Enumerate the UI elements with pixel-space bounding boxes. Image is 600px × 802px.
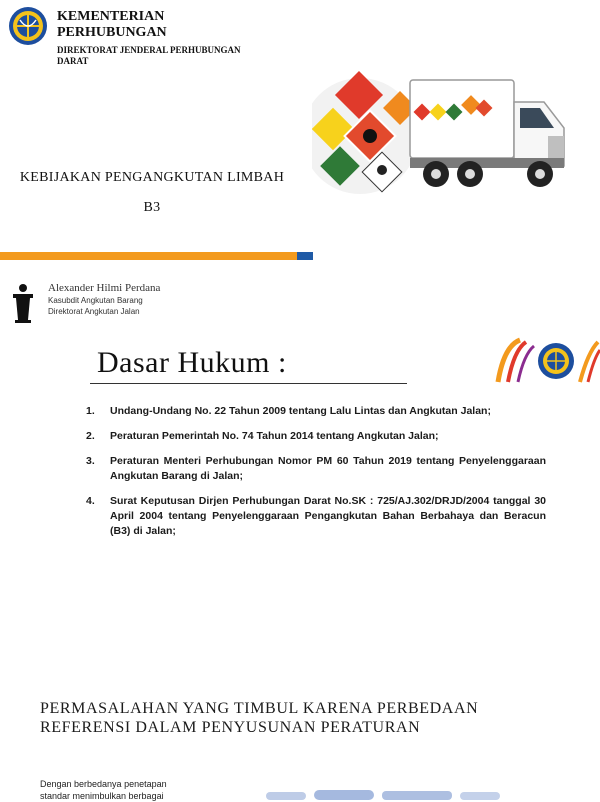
presenter-name: Alexander Hilmi Perdana	[48, 282, 161, 294]
hazmat-truck-illustration	[312, 66, 572, 206]
list-item: 3. Peraturan Menteri Perhubungan Nomor PM 60 Tahun 2019 tentang Penyelenggaraan Angkutan Barang di Jalan;	[86, 455, 546, 482]
title-underline	[90, 383, 407, 384]
accent-bar-orange	[0, 252, 297, 260]
podium-speaker-icon	[12, 283, 34, 323]
presenter-unit: Direktorat Angkutan Jalan	[48, 307, 140, 316]
hazard-placards-icon	[312, 71, 418, 194]
list-item: 1. Undang-Undang No. 22 Tahun 2009 tentang Lalu Lintas dan Angkutan Jalan;	[86, 405, 491, 417]
list-item: 2. Peraturan Pemerintah No. 74 Tahun 2014 tentang Angkutan Jalan;	[86, 430, 439, 442]
presenter-role: Kasubdit Angkutan Barang	[48, 296, 143, 305]
slide3-body: Dengan berbedanya penetapan standar menimbulkan berbagai	[40, 779, 167, 801]
directorate-title: DIREKTORAT JENDERAL PERHUBUNGAN DARAT	[57, 45, 241, 66]
slide3-heading: PERMASALAHAN YANG TIMBUL KARENA PERBEDAAN REFERENSI DALAM PENYUSUNAN PERATURAN	[40, 700, 479, 736]
list-item: 4. Surat Keputusan Dirjen Perhubungan Darat No.SK : 725/AJ.302/DRJD/2004 tanggal 30 April 2004 tentang Penyelenggaraan Pengangkutan Bahan Berbahaya dan Beracun (B3) di Jalan;	[86, 495, 546, 537]
ministry-emblem-icon	[8, 6, 48, 46]
ministry-title: KEMENTERIAN PERHUBUNGAN	[57, 9, 167, 40]
swoosh-logo-icon	[494, 336, 600, 386]
truck-icon	[410, 80, 564, 187]
accent-bar-blue	[297, 252, 313, 260]
legal-basis-list	[86, 404, 546, 549]
slide2-title: Dasar Hukum :	[97, 346, 287, 379]
blurred-text-decoration	[266, 786, 506, 800]
slide1-title: KEBIJAKAN PENGANGKUTAN LIMBAH B3	[19, 170, 285, 215]
